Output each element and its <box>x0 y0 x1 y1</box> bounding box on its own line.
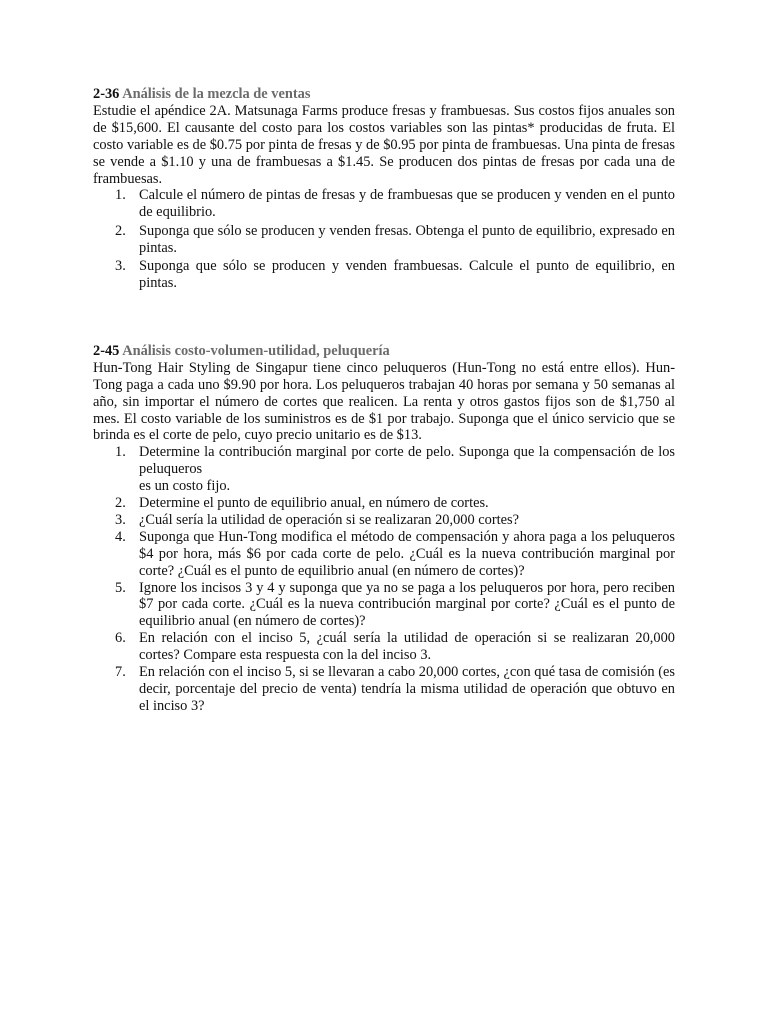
question-number: 1. <box>115 187 126 204</box>
problem-heading <box>93 86 675 103</box>
problem-statement: Estudie el apéndice 2A. Matsunaga Farms produce fresas y frambuesas. Sus costos fijos anuales son de $15,600. El causante del costo para los costos variables son las pintas* producidas de fruta. El costo variable es de $0.75 por pinta de fresas y de $0.95 por pinta de frambuesas. Una pinta de fresas se vende a $1.10 y una de frambuesas a $1.45. Se producen dos pintas de fresas por cada una de frambuesas. <box>93 102 675 187</box>
question-number: 3. <box>115 258 126 275</box>
problem-2-45 <box>93 343 675 715</box>
question-number: 6. <box>115 630 126 647</box>
question-number: 2. <box>115 495 126 512</box>
question-number: 1. <box>115 444 126 461</box>
question-text: Suponga que sólo se producen y venden frambuesas. Calcule el punto de equilibrio, en pintas. <box>139 258 675 291</box>
question-number: 3. <box>115 511 126 528</box>
question-text: Suponga que Hun-Tong modifica el método de compensación y ahora paga a los peluqueros $4 por hora, más $6 por cada corte de pelo. ¿Cuál es la nueva contribución marginal por corte? ¿Cuál es el punto de equilibrio anual (en número de cortes)? <box>139 528 675 579</box>
question-item <box>93 664 675 715</box>
question-text: Calcule el número de pintas de fresas y de frambuesas que se producen y venden en el punto de equilibrio. <box>139 187 675 221</box>
question-text: En relación con el inciso 5, ¿cuál sería la utilidad de operación si se realizaran 20,000 cortes? Compare esta respuesta con la del inciso 3. <box>139 630 675 664</box>
question-text: Suponga que sólo se producen y venden fresas. Obtenga el punto de equilibrio, expresado en pintas. <box>139 222 675 256</box>
question-item <box>93 223 675 257</box>
document-page <box>93 86 675 715</box>
question-list <box>93 187 675 291</box>
problem-2-36 <box>93 86 675 292</box>
problem-number: 2-36 <box>93 86 120 102</box>
problem-heading <box>93 343 675 360</box>
question-item <box>93 529 675 580</box>
question-item <box>93 512 675 529</box>
question-item <box>93 258 675 292</box>
question-text: En relación con el inciso 5, si se llevaran a cabo 20,000 cortes, ¿con qué tasa de comisión (es decir, porcentaje del precio de venta) tendría la misma utilidad de operación que obtuvo en el inciso 3? <box>139 664 675 714</box>
problem-number: 2-45 <box>93 342 120 359</box>
question-item <box>93 444 675 495</box>
question-text: Determine la contribución marginal por corte de pelo. Suponga que la compensación de los peluqueros <box>139 444 675 478</box>
question-item <box>93 630 675 664</box>
problem-title: Análisis costo-volumen-utilidad, peluquería <box>122 342 390 359</box>
question-text: Ignore los incisos 3 y 4 y suponga que ya no se paga a los peluqueros por hora, pero reciben $7 por cada corte. ¿Cuál es la nueva contribución marginal por corte? ¿Cuál es el punto de equilibrio anual (en número de cortes)? <box>139 579 675 630</box>
question-number: 7. <box>115 664 126 681</box>
question-item <box>93 187 675 221</box>
question-text-continuation: es un costo fijo. <box>139 478 231 495</box>
question-text: ¿Cuál sería la utilidad de operación si se realizaran 20,000 cortes? <box>139 511 519 528</box>
question-item <box>93 580 675 631</box>
question-text: Determine el punto de equilibrio anual, en número de cortes. <box>139 495 489 512</box>
question-number: 2. <box>115 222 126 239</box>
problem-statement: Hun-Tong Hair Styling de Singapur tiene cinco peluqueros (Hun-Tong no está entre ellos). Hun-Tong paga a cada uno $9.90 por hora. Los peluqueros trabajan 40 horas por semana y 50 semanas al año, sin importar el número de cortes que realicen. La renta y otros gastos fijos son de $1,750 al mes. El costo variable de los suministros es de $1 por trabajo. Suponga que el único servicio que se brinda es el corte de pelo, cuyo precio unitario es de $13. <box>93 359 675 444</box>
problem-title: Análisis de la mezcla de ventas <box>122 86 311 102</box>
question-item <box>93 495 675 512</box>
question-list <box>93 444 675 715</box>
question-number: 5. <box>115 579 126 596</box>
question-number: 4. <box>115 528 126 545</box>
